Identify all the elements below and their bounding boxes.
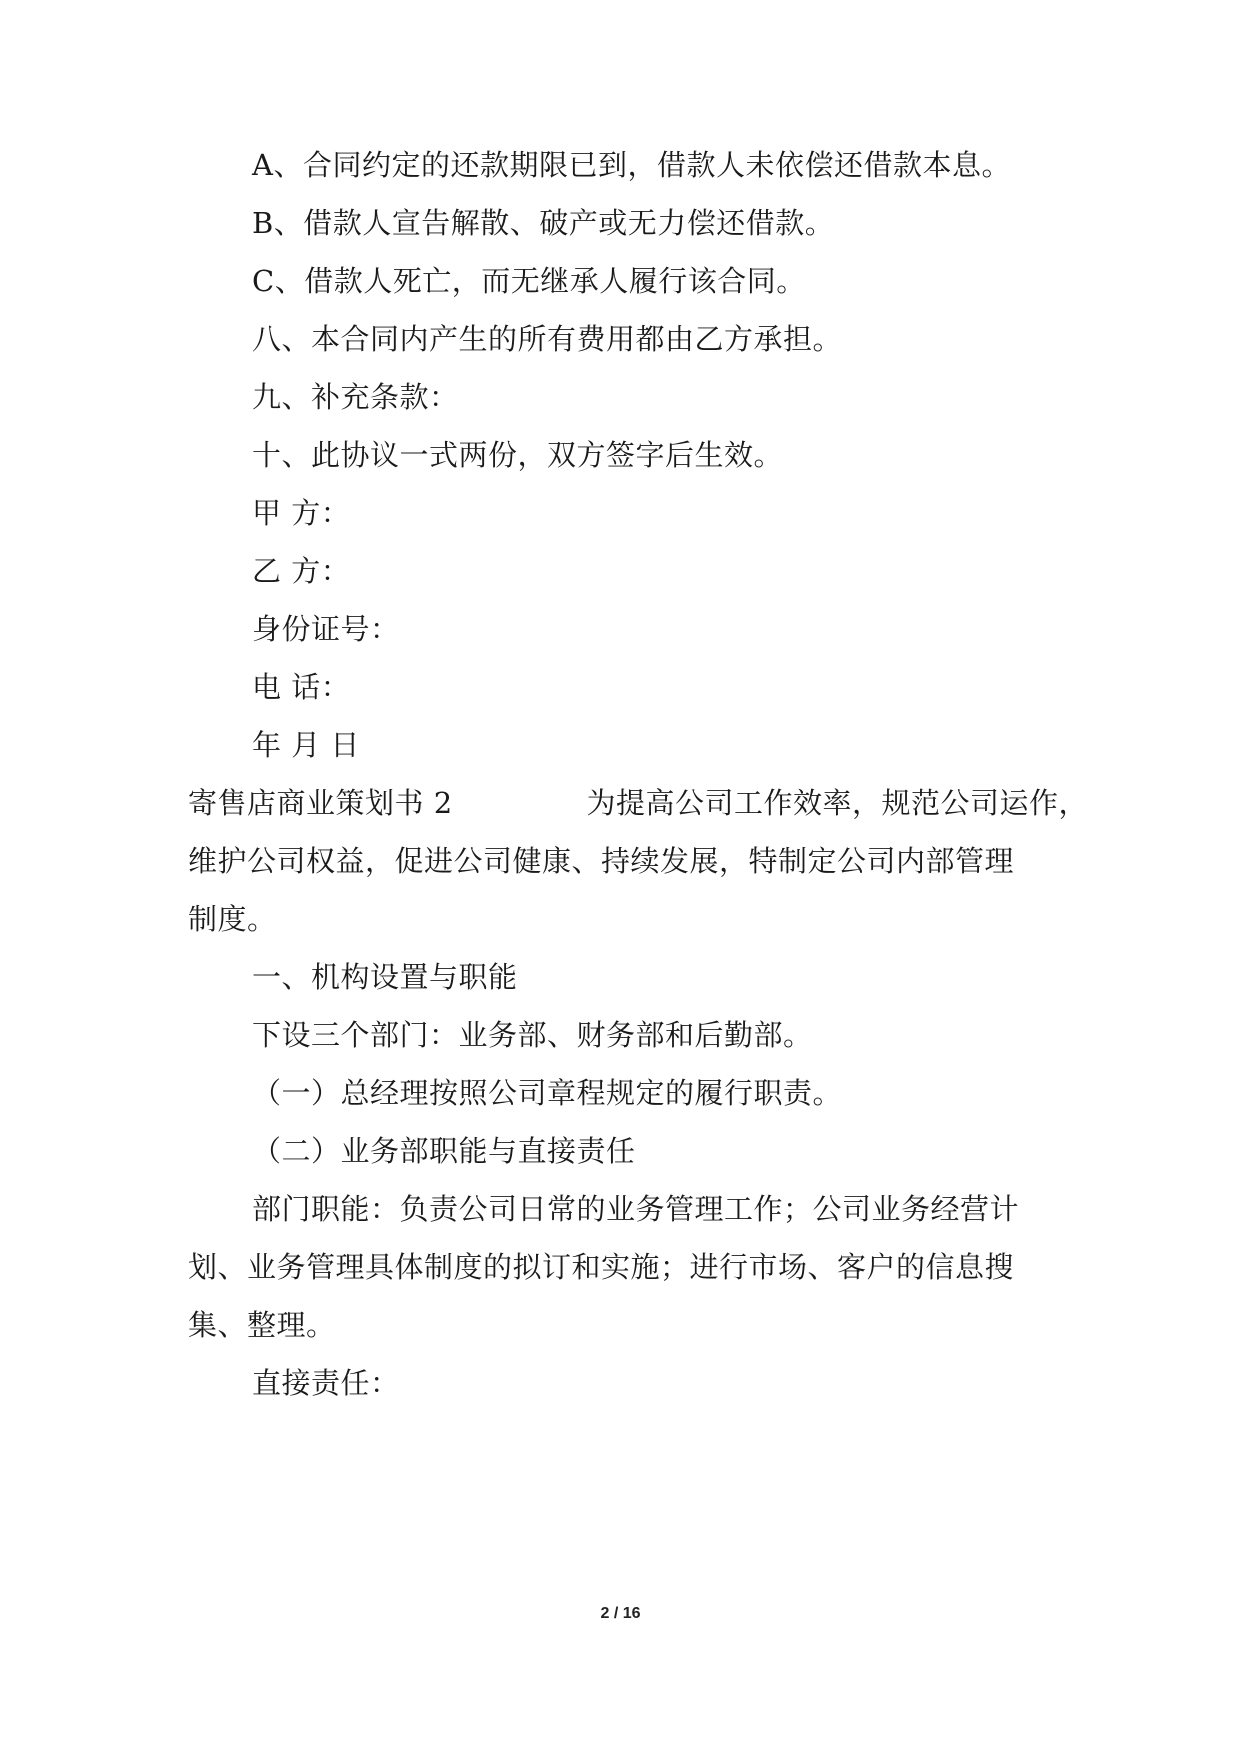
paragraph-start: 为提高公司工作效率，规范公司运作， (586, 786, 1088, 820)
page-number: 2 / 16 (600, 1605, 641, 1622)
text-line: 部门职能：负责公司日常的业务管理工作；公司业务经营计 (252, 1192, 1020, 1226)
text-line: （一）总经理按照公司章程规定的履行职责。 (252, 1076, 843, 1110)
text-line: 集、整理。 (188, 1308, 336, 1342)
text-line: 直接责任： (252, 1366, 400, 1400)
signature-party-b: 乙 方： (252, 554, 351, 588)
text-line: B、借款人宣告解散、破产或无力偿还借款。 (252, 206, 835, 240)
section-first-line (188, 785, 1088, 821)
section-heading: 寄售店商业策划书 2 (188, 786, 453, 820)
date-field: 年 月 日 (252, 728, 360, 762)
signature-party-a: 甲 方： (252, 496, 351, 530)
section-title: 一、机构设置与职能 (252, 960, 518, 994)
text-line: 十、此协议一式两份，双方签字后生效。 (252, 438, 784, 472)
text-line: 下设三个部门：业务部、财务部和后勤部。 (252, 1018, 813, 1052)
phone-field: 电 话： (252, 670, 351, 704)
text-line: A、合同约定的还款期限已到，借款人未依偿还借款本息。 (252, 148, 1011, 182)
id-number-field: 身份证号： (252, 612, 400, 646)
text-line: 划、业务管理具体制度的拟订和实施；进行市场、客户的信息搜 (188, 1250, 1015, 1284)
text-line: 八、本合同内产生的所有费用都由乙方承担。 (252, 322, 843, 356)
text-line: 维护公司权益，促进公司健康、持续发展，特制定公司内部管理 (188, 844, 1015, 878)
text-line: 制度。 (188, 902, 277, 936)
text-line: （二）业务部职能与直接责任 (252, 1134, 636, 1168)
text-line: 九、补充条款： (252, 380, 459, 414)
text-line: C、借款人死亡，而无继承人履行该合同。 (252, 264, 806, 298)
